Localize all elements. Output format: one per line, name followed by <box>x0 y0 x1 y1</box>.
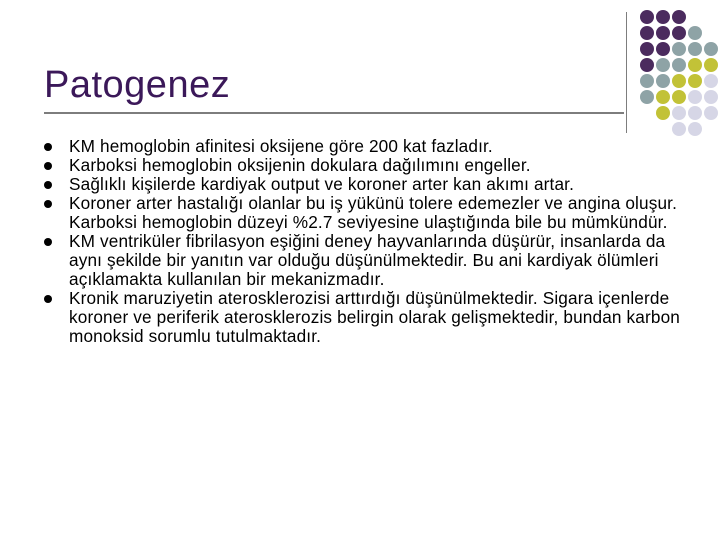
decorative-dot <box>688 122 702 136</box>
decorative-dot <box>688 90 702 104</box>
decorative-dot <box>640 74 654 88</box>
decorative-dot <box>640 26 654 40</box>
bullet-text: Kronik maruziyetin aterosklerozisi arttırdığı düşünülmektedir. Sigara içenlerde koroner ve periferik aterosklerozis belirgin olarak gelişmektedir, bundan karbon monoksid sorumlu tutulmaktadır. <box>69 288 681 346</box>
bullet-item <box>44 194 694 232</box>
decorative-dot <box>656 10 670 24</box>
decorative-dot <box>640 58 654 72</box>
bullet-text: KM hemoglobin afinitesi oksijene göre 200 kat fazladır. <box>69 136 493 156</box>
decorative-dot <box>688 106 702 120</box>
decorative-dot <box>640 42 654 56</box>
decorative-dot <box>704 42 718 56</box>
dot-grid-decoration <box>640 10 720 130</box>
decorative-dot <box>704 58 718 72</box>
bullet-text: Sağlıklı kişilerde kardiyak output ve koroner arter kan akımı artar. <box>69 174 575 194</box>
bullet-list <box>44 137 694 346</box>
bullet-text: Karboksi hemoglobin oksijenin dokulara dağılımını engeller. <box>69 155 531 175</box>
decorative-dot <box>672 10 686 24</box>
bullet-dot-icon <box>44 162 52 170</box>
title-underline <box>44 112 624 114</box>
decorative-dot <box>704 74 718 88</box>
bullet-item <box>44 232 694 289</box>
decorative-dot <box>672 90 686 104</box>
bullet-dot-icon <box>44 143 52 151</box>
decorative-dot <box>656 58 670 72</box>
bullet-item <box>44 156 694 175</box>
bullet-text: KM ventriküler fibrilasyon eşiğini deney hayvanlarında düşürür, insanlarda da aynı şekilde bir yanıtın var olduğu düşünülmektedir. Bu ani kardiyak ölümleri açıklamakta kullanılan bir mekanizmadır. <box>69 231 666 289</box>
decorative-dot <box>640 10 654 24</box>
decorative-dot <box>672 42 686 56</box>
bullet-text: Koroner arter hastalığı olanlar bu iş yükünü tolere edemezler ve angina oluşur. Karboksi hemoglobin düzeyi %2.7 seviyesine ulaştığında bile bu mümkündür. <box>69 193 678 232</box>
decorative-dot <box>688 74 702 88</box>
decorative-dot <box>704 90 718 104</box>
bullet-dot-icon <box>44 181 52 189</box>
decorative-dot <box>672 106 686 120</box>
bullet-dot-icon <box>44 200 52 208</box>
decorative-dot <box>656 42 670 56</box>
decorative-dot <box>688 58 702 72</box>
slide-title: Patogenez <box>44 64 231 106</box>
decorative-dot <box>688 26 702 40</box>
bullet-item <box>44 289 694 346</box>
decorative-dot <box>656 90 670 104</box>
decorative-dot <box>656 106 670 120</box>
decorative-dot <box>672 74 686 88</box>
decorative-dot <box>640 90 654 104</box>
decorative-dot <box>672 58 686 72</box>
bullet-item <box>44 175 694 194</box>
decorative-dot <box>672 122 686 136</box>
decorative-dot <box>656 74 670 88</box>
decorative-dot <box>656 26 670 40</box>
bullet-dot-icon <box>44 295 52 303</box>
bullet-dot-icon <box>44 238 52 246</box>
decorative-dot <box>704 106 718 120</box>
decorative-dot <box>688 42 702 56</box>
vertical-rule <box>626 12 627 133</box>
decorative-dot <box>672 26 686 40</box>
bullet-item <box>44 137 694 156</box>
